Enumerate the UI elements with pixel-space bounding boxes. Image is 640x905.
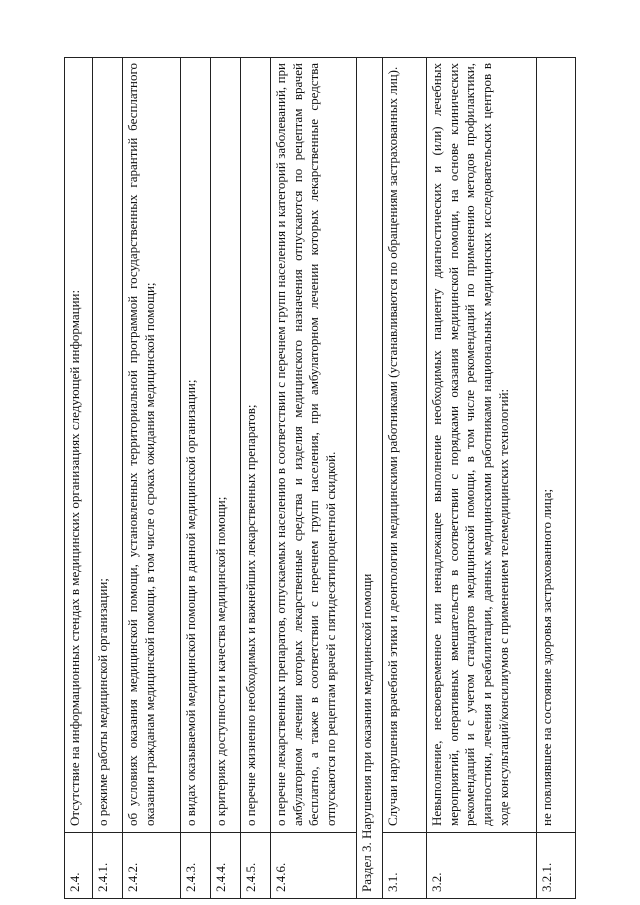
item-number: 3.2.1. [537,833,576,899]
item-text: Отсутствие на информационных стендах в медицинских организациях следующей информации: [65,58,93,833]
table-row [271,58,357,899]
item-text: об условиях оказания медицинской помощи, установленных территориальной программой государственных гарантий бесплатного оказания гражданам медицинской помощи, в том числе о сроках ожидания медицинской помощи; [123,58,181,833]
item-text: о видах оказываемой медицинской помощи в данной медицинской организации; [181,58,211,833]
rotated-content [64,57,576,899]
item-text: Невыполнение, несвоевременное или ненадлежащее выполнение необходимых пациенту диагностических и (или) лечебных мероприятий, оперативных вмешательств в соответствии с порядками оказания медицинской помощи, на основе клинических рекомендаций и с учетом стандартов медицинской помощи, в том числе рекомендаций по применению методов профилактики, диагностики, лечения и реабилитации, данных медицинскими работниками национальных медицинских исследовательских центров в ходе консультаций/консилиумов с применением телемедицинских технологий: [427,58,537,833]
table-row [65,58,93,899]
item-number: 3.1. [383,833,427,899]
table-row [123,58,181,899]
defects-table [64,57,576,899]
item-number: 2.4.4. [211,833,241,899]
item-text: о режиме работы медицинской организации; [93,58,123,833]
table-row [181,58,211,899]
item-number: 3.2. [427,833,537,899]
table-row [383,58,427,899]
table-row [427,58,537,899]
item-number: 2.4.6. [271,833,357,899]
section-heading: Раздел 3. Нарушения при оказании медицинской помощи [357,58,383,899]
table-row [211,58,241,899]
item-text: о критериях доступности и качества медицинской помощи; [211,58,241,833]
section-row [357,58,383,899]
item-number: 2.4.3. [181,833,211,899]
table-row [93,58,123,899]
item-number: 2.4.1. [93,833,123,899]
item-number: 2.4.2. [123,833,181,899]
table-row [241,58,271,899]
item-number: 2.4. [65,833,93,899]
table-row [537,58,576,899]
item-text: не повлиявшее на состояние здоровья застрахованного лица; [537,58,576,833]
item-text: о перечне жизненно необходимых и важнейших лекарственных препаратов; [241,58,271,833]
item-text: о перечне лекарственных препаратов, отпускаемых населению в соответствии с перечнем групп населения и категорий заболеваний, при амбулаторном лечении которых лекарственные средства и изделия медицинского назначения отпускаются по рецептам врачей бесплатно, а также в соответствии с перечнем групп населения, при амбулаторном лечении которых лекарственные средства отпускаются по рецептам врачей с пятидесятипроцентной скидкой. [271,58,357,833]
item-text: Случаи нарушения врачебной этики и деонтологии медицинскими работниками (устанавливаются по обращениям застрахованных лиц). [383,58,427,833]
item-number: 2.4.5. [241,833,271,899]
